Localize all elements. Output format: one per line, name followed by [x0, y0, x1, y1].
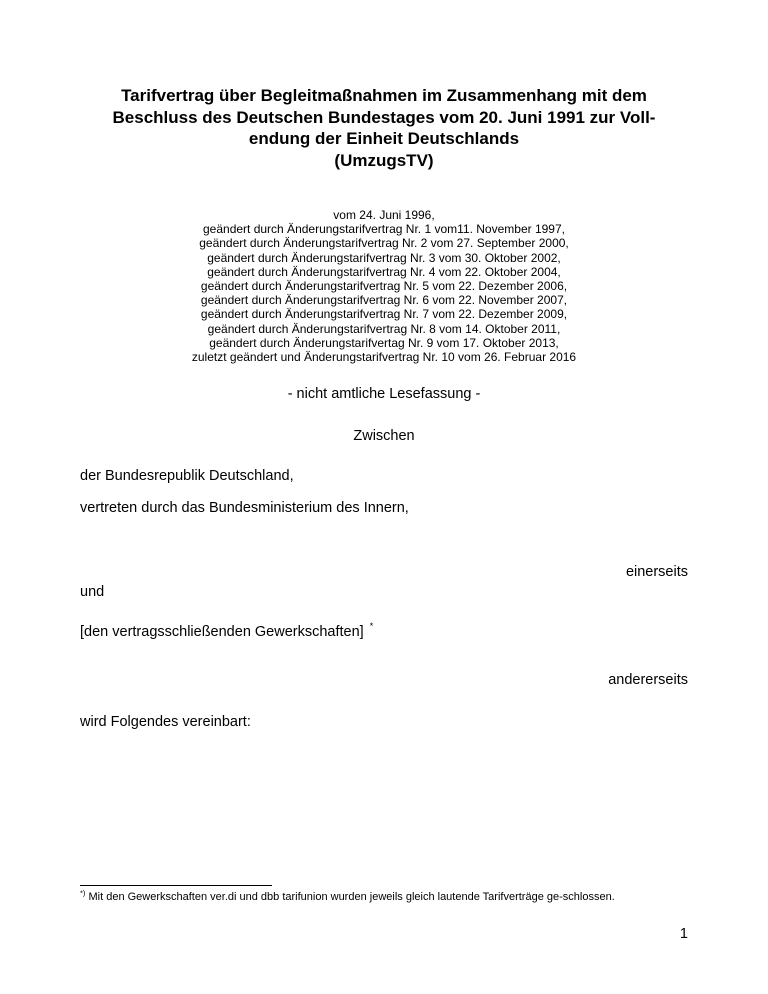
- reading-note: - nicht amtliche Lesefassung -: [287, 386, 481, 402]
- party1-name: der Bundesrepublik Deutschland,: [80, 468, 294, 484]
- document-title: [80, 85, 688, 171]
- footnote-mark: *): [80, 888, 86, 898]
- amendment-line: geändert durch Änderungstarifvertrag Nr. 3 vom 30. Oktober 2002,: [207, 250, 561, 265]
- footnote-reference: *: [369, 621, 374, 631]
- amendment-line: geändert durch Änderungstarifvertrag Nr. 6 vom 22. November 2007,: [200, 293, 568, 308]
- amendment-line: geändert durch Änderungstarifvertrag Nr. 8 vom 14. Oktober 2011,: [207, 321, 561, 336]
- page-number: 1: [679, 926, 688, 942]
- title-line-3: endung der Einheit Deutschlands: [248, 129, 520, 148]
- title-line-4: (UmzugsTV): [334, 150, 434, 170]
- party2-side: andererseits: [608, 672, 688, 688]
- between-label: Zwischen: [353, 428, 415, 444]
- title-line-1: Tarifvertrag über Begleitmaßnahmen im Zusammenhang mit dem: [121, 86, 647, 105]
- amendment-line: geändert durch Änderungstarifvertrag Nr. 5 vom 22. Dezember 2006,: [200, 279, 568, 294]
- footnote-divider: [80, 885, 272, 886]
- amendment-line: geändert durch Änderungstarifvertrag Nr. 2 vom 27. September 2000,: [199, 236, 569, 251]
- amendment-line: zuletzt geändert und Änderungstarifvertrag Nr. 10 vom 26. Februar 2016: [191, 350, 577, 365]
- footnote: [80, 890, 680, 904]
- amendment-line: geändert durch Änderungstarifvertrag Nr. 4 vom 22. Oktober 2004,: [207, 264, 561, 279]
- agreement-statement: wird Folgendes vereinbart:: [80, 714, 251, 730]
- amendment-line: geändert durch Änderungstarifvertrag Nr. 1 vom11. November 1997,: [203, 222, 565, 237]
- amendment-line: geändert durch Änderungstarifvertag Nr. 9 vom 17. Oktober 2013,: [209, 335, 559, 350]
- party2-line: [80, 621, 374, 640]
- and-label: und: [80, 584, 105, 600]
- amendment-line: geändert durch Änderungstarifvertrag Nr. 7 vom 22. Dezember 2009,: [200, 307, 568, 322]
- amendment-line: vom 24. Juni 1996,: [333, 208, 435, 222]
- party2-name: [den vertragsschließenden Gewerkschaften]: [80, 624, 364, 640]
- party1-represented: vertreten durch das Bundesministerium des Innern,: [80, 500, 409, 516]
- amendment-history: [80, 208, 688, 364]
- footnote-text: Mit den Gewerkschaften ver.di und dbb tarifunion wurden jeweils gleich lautende Tarifverträge ge-schlossen.: [88, 891, 615, 903]
- party1-side: einerseits: [625, 564, 688, 580]
- title-line-2: Beschluss des Deutschen Bundestages vom 20. Juni 1991 zur Voll-: [112, 107, 656, 127]
